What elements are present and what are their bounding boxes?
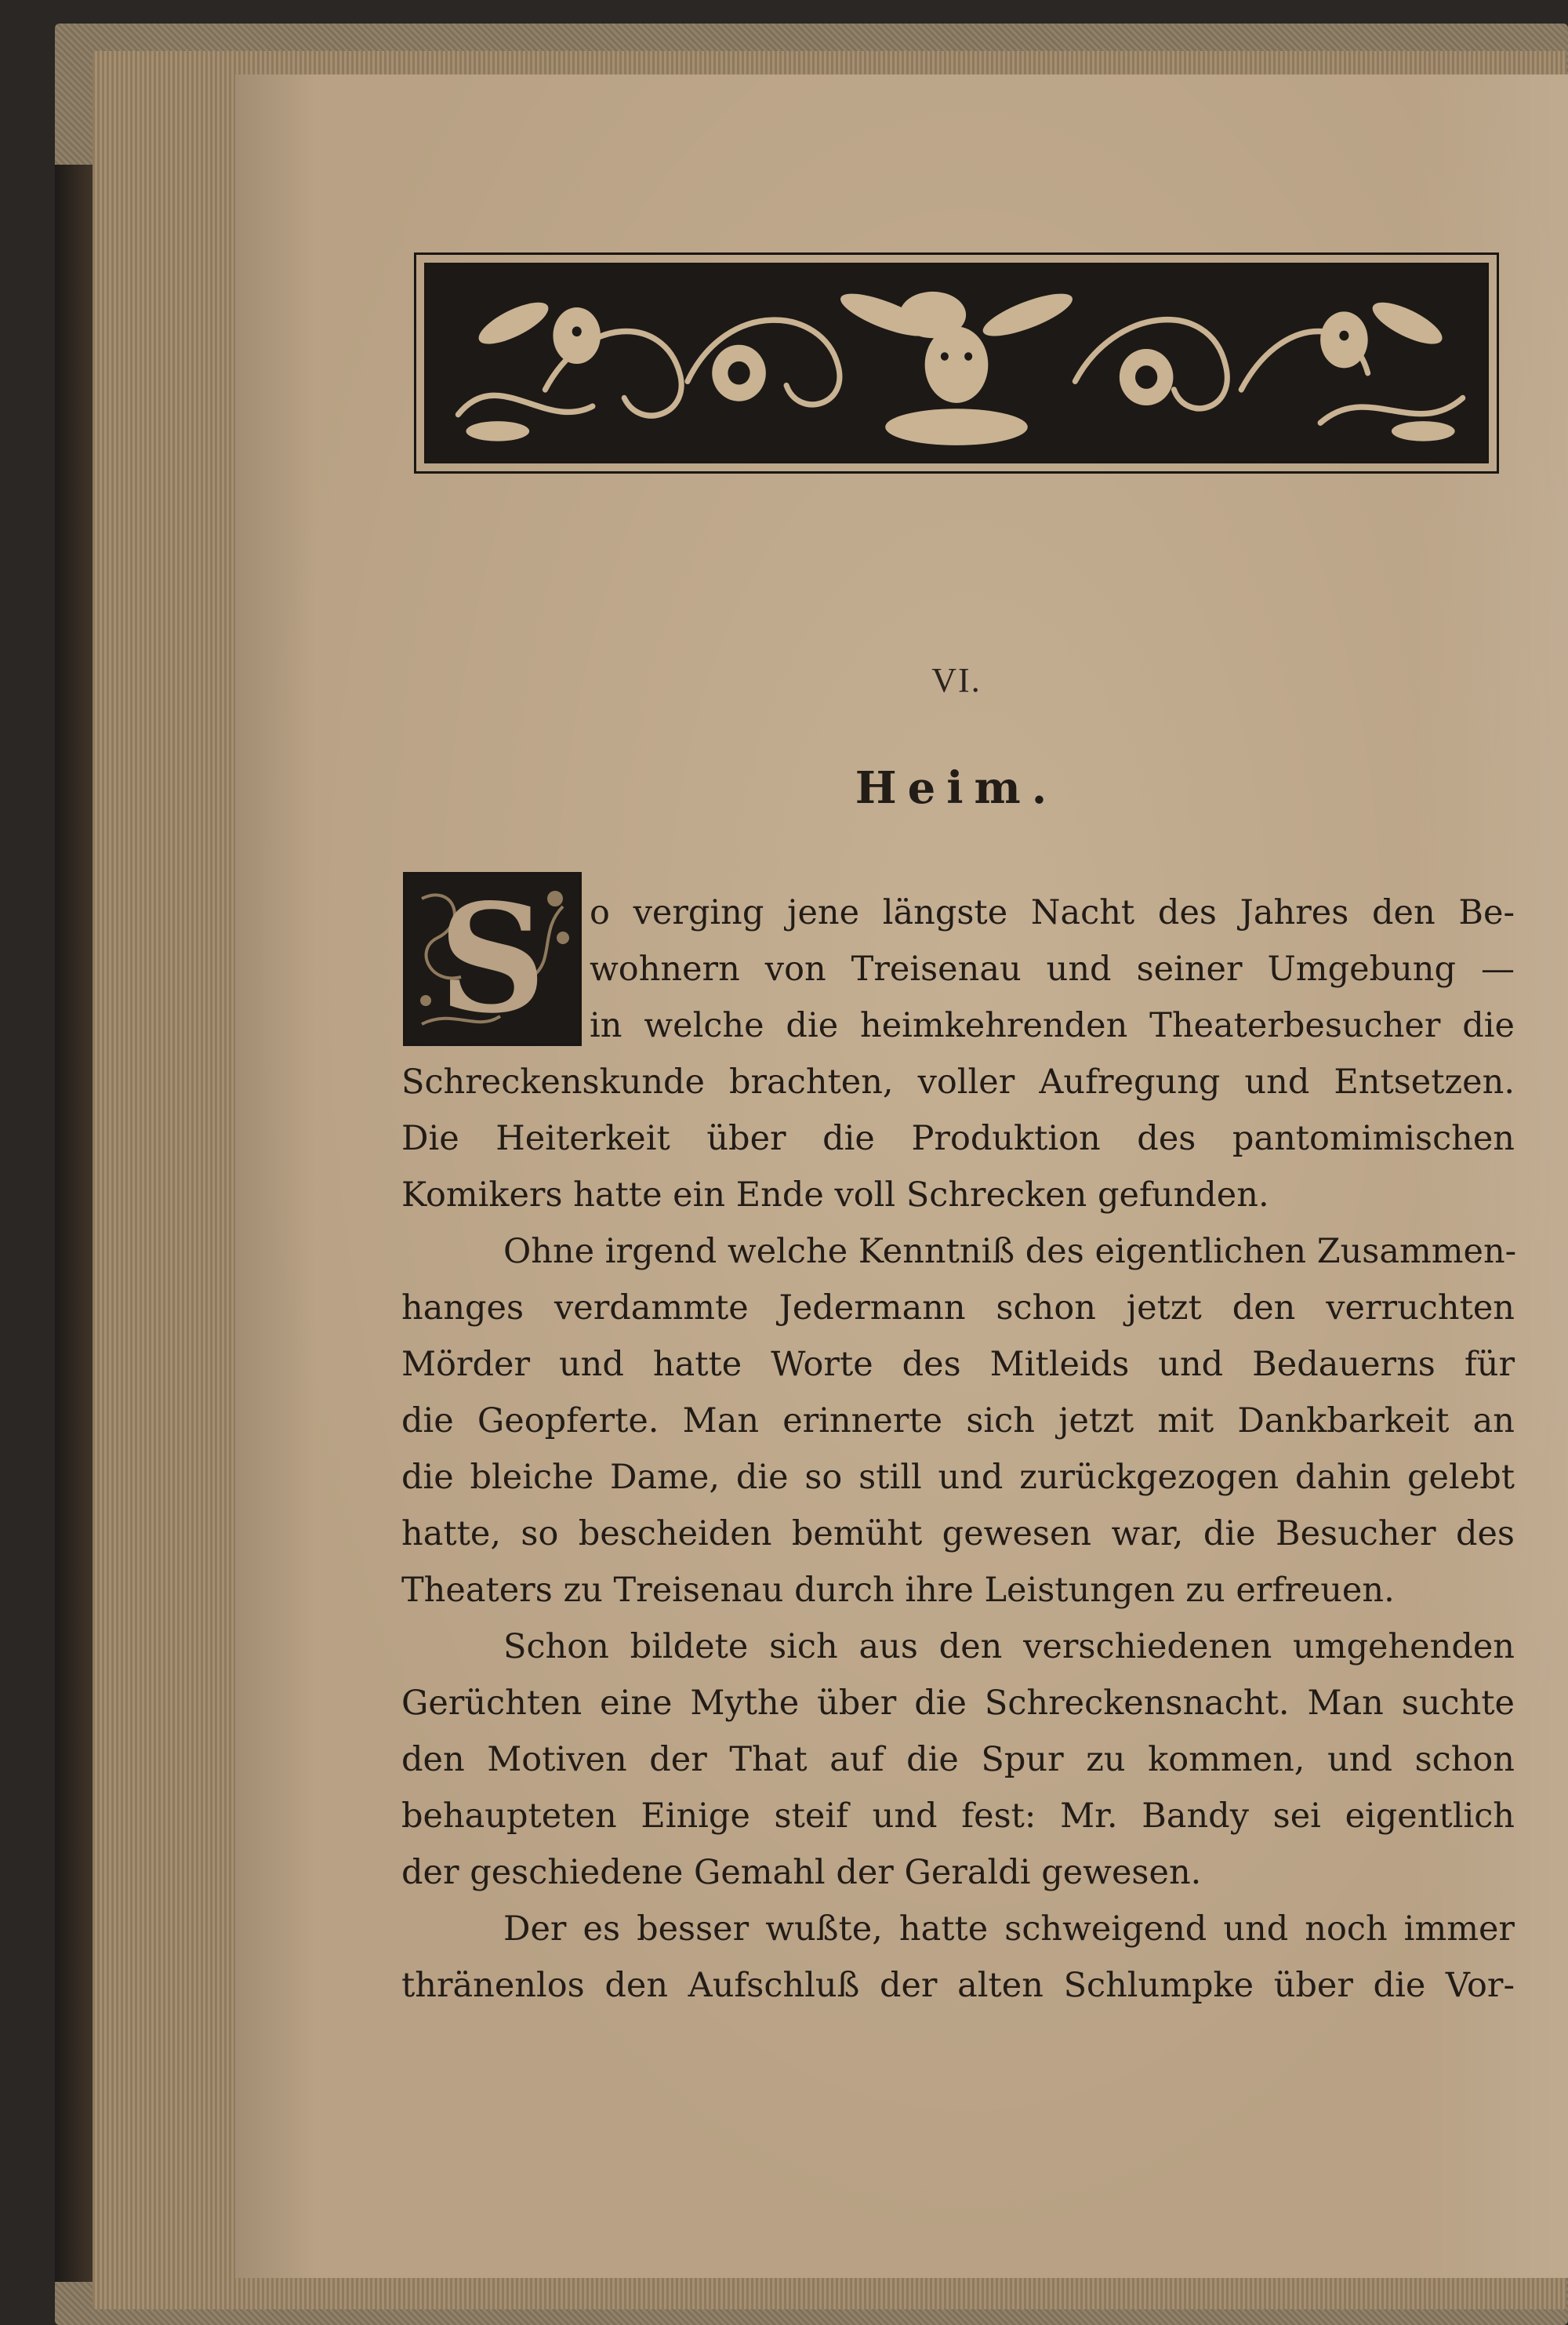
text-line: Schreckenskunde brachten, voller Aufregung und Entsetzen.	[401, 1063, 1515, 1102]
text-line: hatte, so bescheiden bemüht gewesen war, die Besucher des	[401, 1514, 1515, 1553]
text-line: Mörder und hatte Worte des Mitleids und Bedauerns für	[401, 1345, 1515, 1384]
text-line: behaupteten Einige steif und fest: Mr. Bandy sei eigentlich	[401, 1796, 1515, 1836]
text-line: Gerüchten eine Mythe über die Schreckensnacht. Man suchte	[401, 1684, 1515, 1723]
drop-cap-letter: S	[438, 871, 546, 1046]
text-line: in welche die heimkehrenden Theaterbesucher die	[590, 1006, 1515, 1045]
text-line: den Motiven der That auf die Spur zu kommen, und schon	[401, 1740, 1515, 1779]
text-line: die Geopferte. Man erinnerte sich jetzt mit Dankbarkeit an	[401, 1401, 1515, 1440]
text-line: die bleiche Dame, die so still und zurückgezogen dahin gelebt	[401, 1458, 1515, 1497]
text-line: Komikers hatte ein Ende voll Schrecken gefunden.	[401, 1175, 1269, 1215]
text-line: thränenlos den Aufschluß der alten Schlumpke über die Vor-	[401, 1966, 1515, 2005]
text-line: Schon bildete sich aus den verschiedenen umgehenden	[503, 1627, 1515, 1666]
ornamental-vignette-icon	[414, 252, 1499, 474]
text-line: der geschiedene Gemahl der Geraldi gewesen.	[401, 1853, 1202, 1892]
text-line: hanges verdammte Jedermann schon jetzt den verruchten	[401, 1288, 1515, 1328]
text-line: Der es besser wußte, hatte schweigend und noch immer	[503, 1909, 1515, 1949]
body-text	[401, 871, 1517, 2014]
text-line: Theaters zu Treisenau durch ihre Leistungen zu erfreuen.	[401, 1571, 1395, 1610]
chapter-number: VI.	[931, 661, 982, 699]
text-line: wohnern von Treisenau und seiner Umgebung —	[590, 950, 1515, 989]
text-line: Die Heiterkeit über die Produktion des pantomimischen	[401, 1119, 1515, 1158]
chapter-title: Heim.	[855, 762, 1058, 814]
text-line: Ohne irgend welche Kenntniß des eigentlichen Zusammen-	[503, 1232, 1517, 1271]
text-line: o verging jene längste Nacht des Jahres den Be-	[590, 893, 1515, 932]
